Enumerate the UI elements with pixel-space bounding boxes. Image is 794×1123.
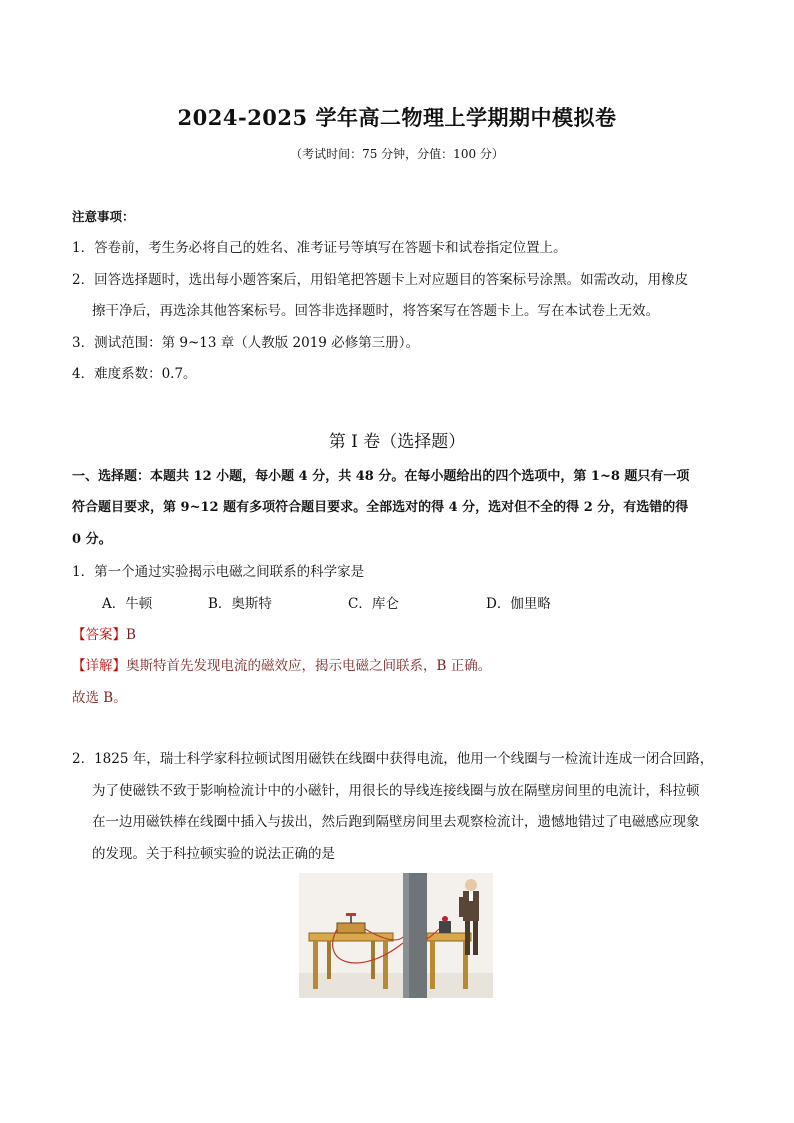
question-1-stem: 1．第一个通过实验揭示电磁之间联系的科学家是 xyxy=(72,564,365,580)
answer-tag: 【答案】 xyxy=(72,627,126,643)
section-instructions: 一、选择题：本题共 12 小题，每小题 4 分，共 48 分。在每小题给出的四个选项中，第 1~8 题只有一项 xyxy=(72,469,690,484)
exam-info: （考试时间：75 分钟，分值：100 分） xyxy=(290,147,504,161)
question-2-stem: 的发现。关于科拉顿实验的说法正确的是 xyxy=(92,846,335,862)
q1-option-b: B．奥斯特 xyxy=(208,596,272,612)
note-item: 1．答卷前，考生务必将自己的姓名、准考证号等填写在答题卡和试卷指定位置上。 xyxy=(72,240,567,256)
question-2-stem: 在一边用磁铁棒在线圈中插入与拔出，然后跑到隔壁房间里去观察检流计，遗憾地错过了电磁感应现象 xyxy=(92,814,700,830)
section-instructions: 0 分。 xyxy=(72,532,112,547)
question-2-stem: 为了使磁铁不致于影响检流计中的小磁针，用很长的导线连接线圈与放在隔壁房间里的电流计，科拉顿 xyxy=(92,783,700,799)
experiment-illustration xyxy=(299,873,493,998)
detail-text: 奥斯特首先发现电流的磁效应，揭示电磁之间联系，B 正确。 xyxy=(126,658,492,674)
q1-option-c: C．库仑 xyxy=(348,596,399,612)
answer-value: B xyxy=(126,627,136,643)
note-item: 擦干净后，再选涂其他答案标号。回答非选择题时，将答案写在答题卡上。写在本试卷上无效。 xyxy=(92,303,659,319)
section-title: 第 I 卷（选择题） xyxy=(328,432,466,452)
colladon-experiment-image xyxy=(299,873,493,998)
q1-detail xyxy=(72,654,491,674)
section-instructions: 符合题目要求，第 9~12 题有多项符合题目要求。全部选对的得 4 分，选对但不全的得 2 分，有选错的得 xyxy=(72,500,689,515)
question-2-stem: 2．1825 年，瑞士科学家科拉顿试图用磁铁在线圈中获得电流，他用一个线圈与一检流计连成一闭合回路， xyxy=(72,751,714,767)
note-item: 2．回答选择题时，选出每小题答案后，用铅笔把答题卡上对应题目的答案标号涂黑。如需改动，用橡皮 xyxy=(72,272,689,288)
q1-option-a: A．牛顿 xyxy=(102,596,153,612)
notes-heading: 注意事项： xyxy=(72,209,135,224)
q1-conclusion: 故选 B。 xyxy=(72,690,127,706)
detail-tag: 【详解】 xyxy=(72,658,126,674)
note-item: 3．测试范围：第 9~13 章（人教版 2019 必修第三册）。 xyxy=(72,335,419,351)
note-item: 4．难度系数：0.7。 xyxy=(72,366,197,382)
q1-option-d: D．伽里略 xyxy=(486,596,551,612)
page-title: 2024-2025 学年高二物理上学期期中模拟卷 xyxy=(177,105,617,130)
q1-answer xyxy=(72,623,136,643)
